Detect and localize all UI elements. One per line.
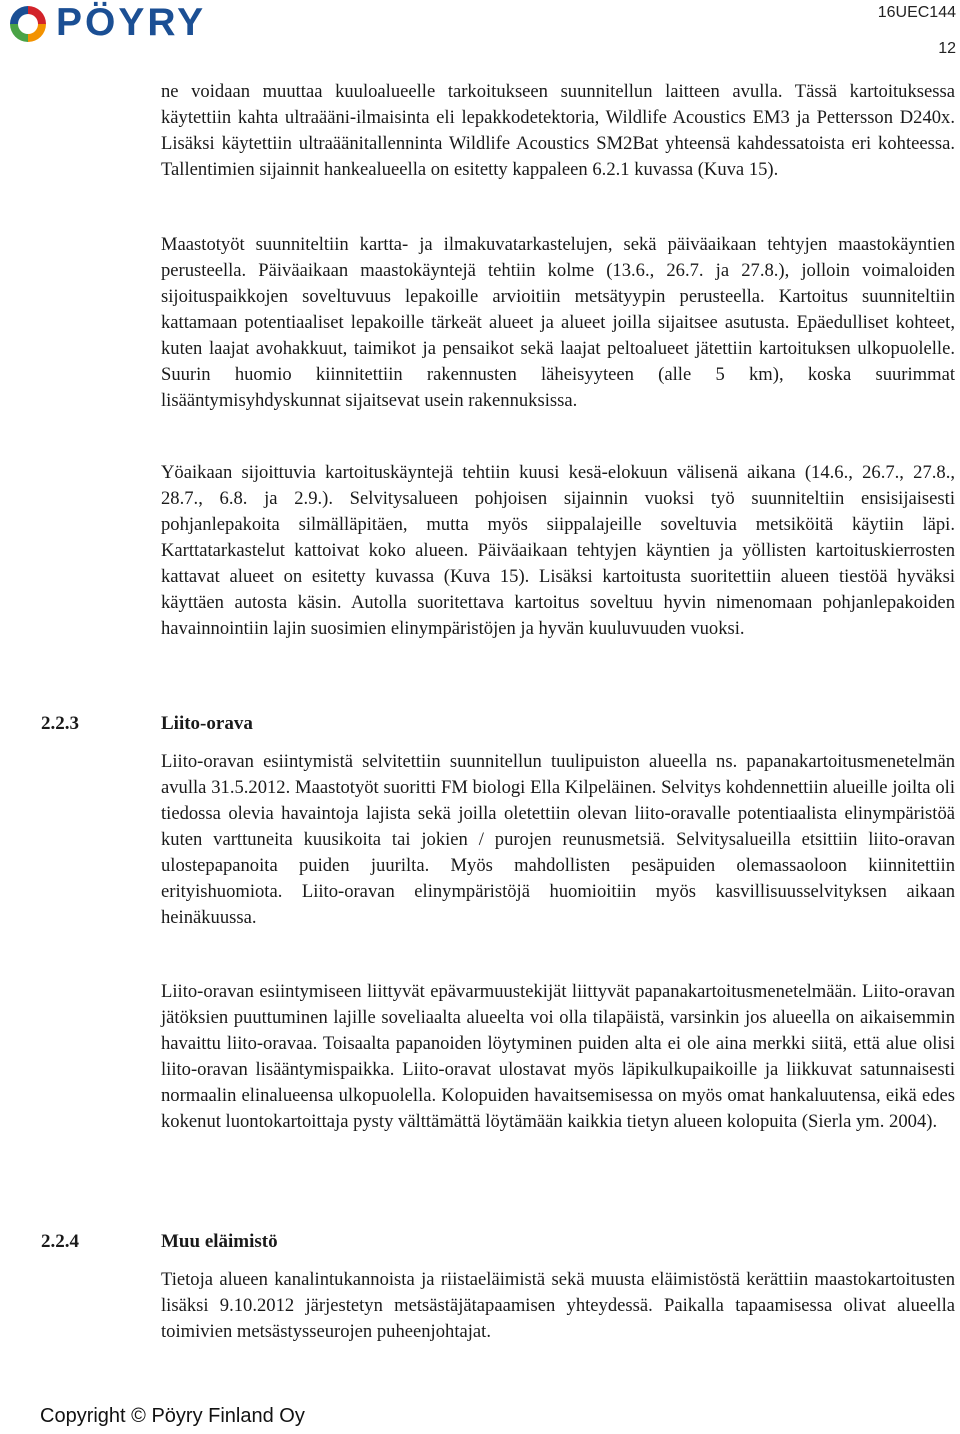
section-number-223: 2.2.3 bbox=[41, 713, 79, 734]
logo-wordmark: PÖYRY bbox=[56, 1, 207, 44]
section-title-muu-elaimisto: Muu eläimistö bbox=[161, 1231, 278, 1252]
paragraph-night-surveys: Yöaikaan sijoittuvia kartoituskäyntejä tehtiin kuusi kesä-elokuun välisenä aikana (14.6., 26.7., 27.8., 28.7., 6.8. ja 2.9.). Selvitysalueen pohjoisen sijainnin vuoksi työ suunniteltiin ensisijaisesti pohjanlepakoita silmälläpitäen, mutta myös siippalajeille soveltuvia metsiköitä käytiin läpi. Karttatarkastelut kattoivat koko alueen. Päiväaikaan tehtyjen käyntien ja yöllisten kartoituskierrosten kattavat alueet on esitetty kuvassa (Kuva 15). Lisäksi kartoitusta suoritettiin alueen tiestöä hyväksi käyttäen autosta käsin. Autolla suoritettava kartoitus soveltuu hyvin nimenomaan pohjanlepakoiden havainnointiin lajin suosimien elinympäristöjen ja hyvän kuuluvuuden vuoksi. bbox=[161, 462, 955, 639]
paragraph-other-fauna: Tietoja alueen kanalintukannoista ja riistaeläimistä sekä muusta eläimistöstä kerättiin maastokartoitusten lisäksi 9.10.2012 järjestetyn metsästäjätapaamisen yhteydessä. Paikalla tapaamisessa olivat alueella toimivien metsästysseurojen puheenjohtajat. bbox=[161, 1269, 955, 1342]
poyry-logo bbox=[4, 2, 249, 46]
paragraph-field-planning: Maastotyöt suunniteltiin kartta- ja ilmakuvatarkastelujen, sekä päiväaikaan tehtyjen maastokäyntien perusteella. Päiväaikaan maastokäyntejä tehtiin kolme (13.6., 26.7. ja 27.8.), jolloin voimaloiden sijoituspaikkojen soveltuvuus lepakoille arvioitiin metsätyypin perusteella. Kartoitus suunniteltiin kattamaan potentiaaliset lepakoille tärkeät alueet ja alueet joilla sijaitsee asutusta. Epäedulliset kohteet, kuten laajat avohakkuut, taimikot ja pensaikot sekä laajat peltoalueet jätettiin kartoituksen ulkopuolelle. Suurin huomio kiinnitettiin rakennusten läheisyyteen (alle 5 km), koska suurimmat lisääntymisyhdyskunnat sijaitsevat usein rakennuksissa. bbox=[161, 234, 955, 411]
document-code: 16UEC144 bbox=[877, 4, 956, 21]
paragraph-flying-squirrel-survey: Liito-oravan esiintymistä selvitettiin suunnitellun tuulipuiston alueella ns. papanakartoitusmenetelmän avulla 31.5.2012. Maastotyöt suoritti FM biologi Ella Kilpeläinen. Selvitys kohdennettiin alueille joilta oli tiedossa olevia havaintoja lajista sekä joilla oletettiin olevan liito-oravalle potentiaalista elinympäristöä kuten varttuneita kuusikoita tai jokien / purojen reunusmetsiä. Selvitysalueilla etsittiin liito-oravan ulostepapanoita puiden juurilta. Myös mahdollisten pesäpuiden olemassaoloon kiinnitettiin erityishuomiota. Liito-oravan elinympäristöjä huomioitiin myös kasvillisuusselvityksen aikaan heinäkuussa. bbox=[161, 751, 955, 928]
paragraph-uncertainty: Liito-oravan esiintymiseen liittyvät epävarmuustekijät liittyvät papanakartoitusmenetelmään. Liito-oravan jätöksien puuttuminen lajille soveliaalta alueelta voi olla tilapäistä, varsinkin jos alueella on aikaisemmin havaittu liito-oravaa. Toisaalta papanoiden löytyminen puiden alta ei ole aina merkki siitä, että alue olisi liito-oravan lisääntymispaikka. Liito-oravat ulostavat myös läpikulkupaikoille ja liikkuvat satunnaisesti normaalin elinalueensa ulkopuolella. Kolopuiden havaitsemisessa on myös omat hankaluutensa, eikä edes kokenut luontokartoittaja pysty välttämättä löytämään kaikkia tietyn alueen kolopuita (Sierla ym. 2004). bbox=[161, 981, 955, 1132]
section-number-224: 2.2.4 bbox=[41, 1231, 79, 1252]
poyry-logo-icon bbox=[4, 2, 52, 46]
footer-copyright: Copyright © Pöyry Finland Oy bbox=[40, 1405, 305, 1427]
page-number: 12 bbox=[938, 40, 956, 57]
paragraph-bat-detectors: ne voidaan muuttaa kuuloalueelle tarkoitukseen suunnitellun laitteen avulla. Tässä kartoituksessa käytettiin kahta ultraääni-ilmaisinta eli lepakkodetektoria, Wildlife Acoustics EM3 ja Pettersson D240x. Lisäksi käytettiin ultraäänitallenninta Wildlife Acoustics SM2Bat yhteensä kahdessatoista eri kohteessa. Tallentimien sijainnit hankealueella on esitetty kappaleen 6.2.1 kuvassa (Kuva 15). bbox=[161, 81, 955, 180]
section-title-liito-orava: Liito-orava bbox=[161, 713, 253, 734]
